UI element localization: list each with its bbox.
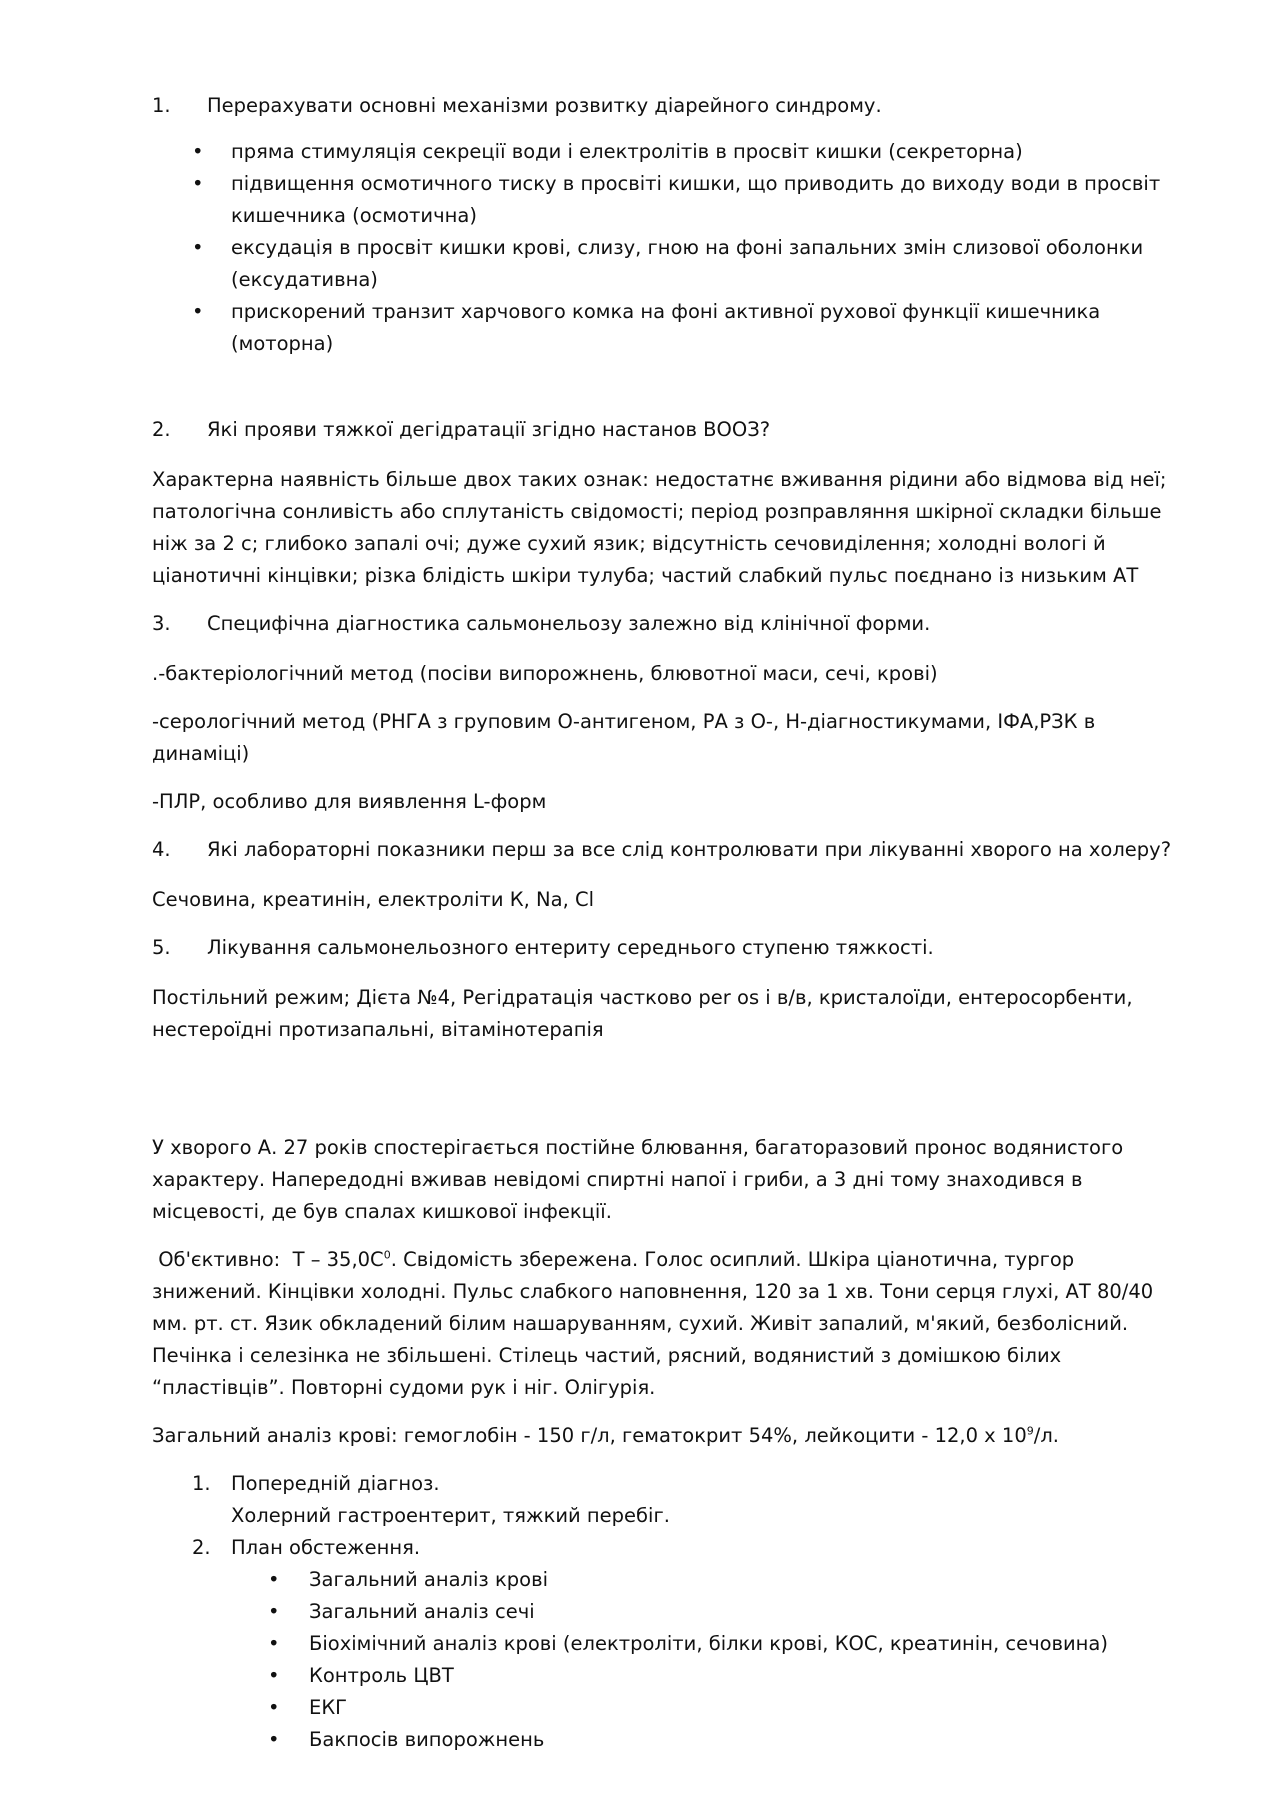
list-item: • прискорений транзит харчового комка на фоні активної рухової функції кишечника (моторна) (152, 296, 1182, 360)
question-text: Лікування сальмонельозного ентериту середнього ступеню тяжкості. (207, 936, 934, 959)
list-item: 1. Попередній діагноз. Холерний гастроентерит, тяжкий перебіг. (192, 1472, 670, 1527)
list-item: • Загальний аналіз крові (152, 1564, 1182, 1596)
exam-plan-list (152, 1564, 1182, 1756)
bullet-icon: • (192, 300, 204, 323)
case-objective: Об'єктивно: Т – $35,0С^0$. Свідомість збережена. Голос осиплий. Шкіра ціанотична, тургор знижений. Кінцівки холодні. Пульс слабкого наповнення, 120 за 1 хв. Тони серця глухі, АТ 80/40 мм. рт. ст. Язик обкладений білим нашаруванням, сухий. Живіт запалий, м'який, безболісний. Печінка і селезінка не збільшені. Стілець частий, рясний, водянистий з домішкою білих “пластівців”. Повторні судоми рук і ніг. Олігурія. (152, 1248, 1154, 1399)
bullet-icon: • (268, 1632, 280, 1655)
list-item: • Біохімічний аналіз крові (електроліти, білки крові, КОС, креатинін, сечовина) (152, 1628, 1182, 1660)
list-item: • пряма стимуляція секреції води і електролітів в просвіт кишки (секреторна) (152, 136, 1182, 168)
question-text: Специфічна діагностика сальмонельозу залежно від клінічної форми. (207, 612, 931, 635)
question-text: Перерахувати основні механізми розвитку діарейного синдрому. (207, 94, 882, 117)
list-item: • Контроль ЦВТ (152, 1660, 1182, 1692)
bullet-icon: • (192, 236, 204, 259)
case-intro: У хворого А. 27 років спостерігається постійне блювання, багаторазовий пронос водянистого характеру. Напередодні вживав невідомі спиртні напої і гриби, а 3 дні тому знаходився в місцевості, де був спалах кишкової інфекції. (152, 1136, 1124, 1223)
list-item: • ексудація в просвіт кишки крові, слизу, гною на фоні запальних змін слизової оболонки (ексудативна) (152, 232, 1182, 296)
answer-5: Постільний режим; Дієта №4, Регідратація частково per os і в/в, кристалоїди, ентеросорбенти, нестероїдні протизапальні, вітамінотерапія (152, 986, 1133, 1041)
document-page (152, 90, 1182, 1756)
bullet-icon: • (268, 1664, 280, 1687)
bullet-icon: • (268, 1600, 280, 1623)
question-text: Які лабораторні показники перш за все слід контролювати при лікуванні хворого на холеру? (207, 838, 1172, 861)
list-item: • ЕКГ (152, 1692, 1182, 1724)
question-number: 4. (152, 838, 171, 861)
task-list (152, 1468, 1182, 1564)
question-text: Які прояви тяжкої дегідратації згідно настанов ВООЗ? (207, 418, 771, 441)
question-5 (152, 932, 1182, 964)
answer-3-line: -серологічний метод (РНГА з груповим О-антигеном, РА з О-, Н-діагностикумами, ІФА,РЗК в динаміці) (152, 710, 1096, 765)
list-item: • Загальний аналіз сечі (152, 1596, 1182, 1628)
bullet-icon: • (192, 140, 204, 163)
bullet-icon: • (268, 1728, 280, 1751)
answer-3-line: -ПЛР, особливо для виявлення L-форм (152, 790, 547, 813)
question-4 (152, 834, 1182, 866)
answer-2: Характерна наявність більше двох таких ознак: недостатнє вживання рідини або відмова від неї; патологічна сонливість або сплутаність свідомості; період розправляння шкірної складки більше ніж за 2 с; глибоко запалі очі; дуже сухий язик; відсутність сечовиділення; холодні вологі й ціанотичні кінцівки; різка блідість шкіри тулуба; частий слабкий пульс поєднано із низьким АТ (152, 468, 1167, 587)
answer-3-line: .-бактеріологічний метод (посіви випорожнень, блювотної маси, сечі, крові) (152, 662, 938, 685)
bullet-icon: • (268, 1568, 280, 1591)
question-number: 1. (152, 94, 171, 117)
bullet-icon: • (192, 172, 204, 195)
question-1 (152, 90, 1182, 122)
question-3 (152, 608, 1182, 640)
list-item: • підвищення осмотичного тиску в просвіті кишки, що приводить до виходу води в просвіт кишечника (осмотична) (152, 168, 1182, 232)
list-item: • Бакпосів випорожнень (152, 1724, 1182, 1756)
bullet-icon: • (268, 1696, 280, 1719)
mechanism-list (152, 136, 1182, 360)
question-number: 3. (152, 612, 171, 635)
question-number: 5. (152, 936, 171, 959)
case-blood-test: Загальний аналіз крові: гемоглобін - 150 г/л, гематокрит 54%, лейкоцити - 12,0 х $10^9/л$. (152, 1424, 1059, 1447)
question-2 (152, 414, 1182, 446)
diagnosis-text: Холерний гастроентерит, тяжкий перебіг. (231, 1504, 670, 1527)
list-item: 2. План обстеження. (192, 1536, 421, 1559)
answer-4: Сечовина, креатинін, електроліти К, Na, Cl (152, 888, 594, 911)
question-number: 2. (152, 418, 171, 441)
